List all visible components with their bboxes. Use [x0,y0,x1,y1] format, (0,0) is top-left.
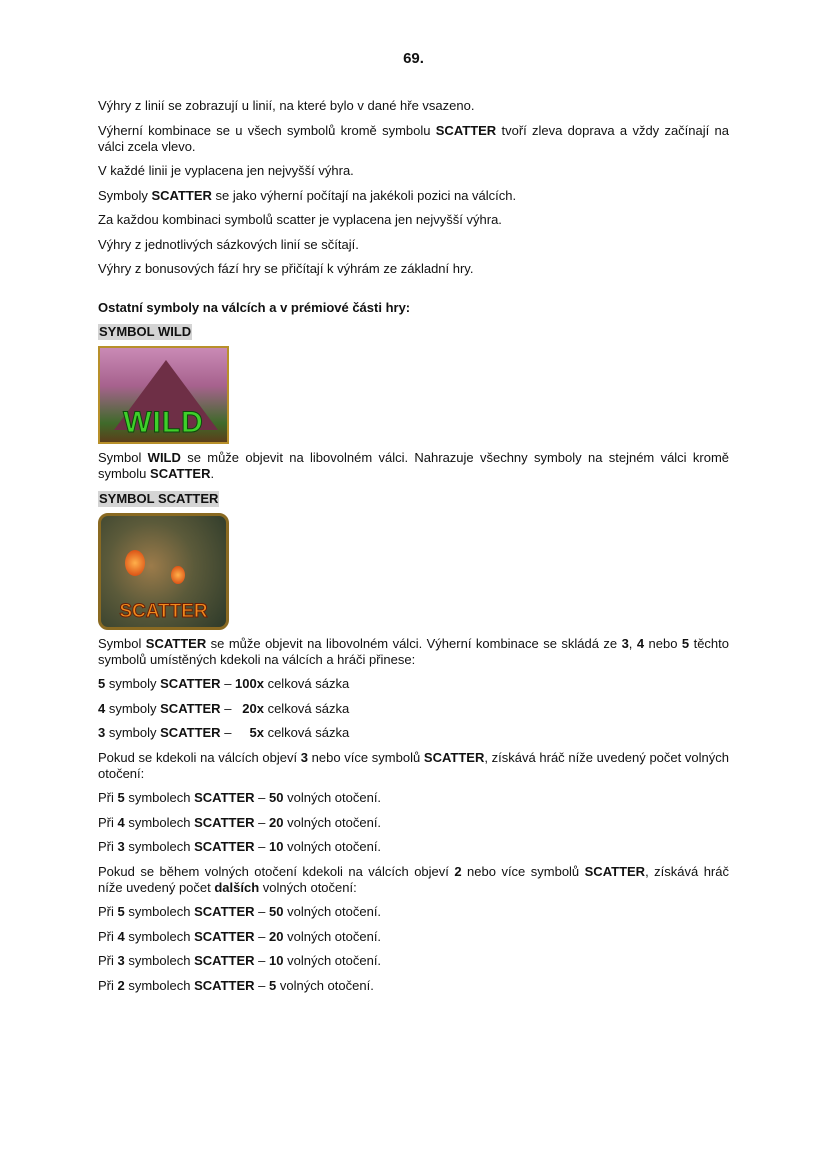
paragraph [98,676,729,692]
text: symbolech [124,977,195,993]
text: volných otočení. [283,814,382,830]
bold-text: 4 [117,814,125,830]
bold-text: 5 [117,790,125,805]
text: Symbol [98,450,148,465]
text: volných otočení. [283,790,382,805]
bold-text: dalších [214,879,260,895]
text: se jako výherní počítají na jakékoli pozici na válcích. [211,187,517,203]
bold-text: 4 [117,928,125,944]
text: – [220,700,243,716]
text: – [254,904,270,919]
text: – [220,676,236,691]
text: Pokud se během volných otočení kdekoli na válcích objeví [98,863,455,879]
text: celková sázka [263,700,350,716]
text: Při [98,953,118,968]
bold-text: SCATTER [423,749,485,765]
text: symboly [105,676,161,691]
section-heading: Ostatní symboly na válcích a v prémiové části hry: [98,300,411,315]
text: volných otočení. [283,839,382,854]
text: celková sázka [263,676,350,691]
page-number: 69. [403,50,424,67]
bold-text: SCATTER [194,814,255,830]
text: Při [98,977,118,993]
text: Při [98,904,118,919]
bold-text: SCATTER [194,953,255,968]
text: , [628,635,637,651]
text: – [254,928,270,944]
paragraph [98,953,729,969]
paragraph [98,904,729,920]
bold-text: 50 [269,904,284,919]
text: nebo více symbolů [308,749,424,765]
text: volných otočení: [259,879,357,895]
bold-text: 3 [300,749,308,765]
text: Za každou kombinaci symbolů scatter je vyplacena jen nejvyšší výhra. [98,212,502,227]
bold-text: 3 [117,953,125,968]
scatter-symbol-image [98,513,229,630]
text: nebo [644,635,682,651]
text: Při [98,814,118,830]
bold-text: 20 [269,814,284,830]
text: Při [98,790,118,805]
text: Symboly [98,187,152,203]
scatter-description [98,636,729,994]
text: Výhry z bonusových fází hry se přičítají k výhrám ze základní hry. [98,261,474,276]
wild-description [98,450,729,482]
bold-text: SCATTER [194,790,255,805]
text: – [254,977,270,993]
paragraph [98,815,729,831]
text: Při [98,928,118,944]
paragraph [98,701,729,717]
scatter-image-text: SCATTER [119,600,208,622]
text: Symbol [98,635,146,651]
text: symbolech [124,839,195,854]
symbol-scatter-label: SYMBOL SCATTER [99,490,219,506]
bold-text: SCATTER [194,928,255,944]
bold-text: 2 [454,863,462,879]
text: – [254,953,270,968]
text: Výhry z linií se zobrazují u linií, na které bylo v dané hře vsazeno. [98,98,475,113]
paragraph [98,212,729,228]
bold-text: SCATTER [150,466,211,481]
bold-text: 50 [269,790,284,805]
paragraph [98,725,729,741]
bold-text: 5x [249,725,264,740]
text: volných otočení. [276,977,374,993]
bold-text: 10 [269,953,284,968]
bold-text: SCATTER [435,122,497,138]
bold-text: SCATTER [194,977,255,993]
bold-text: 3 [621,635,629,651]
text: se může objevit na libovolném válci. Výherní kombinace se skládá ze [206,635,622,651]
bold-text: SCATTER [160,676,221,691]
paragraph [98,450,729,482]
wild-symbol-image [98,346,229,444]
paragraph [98,864,729,896]
paragraph [98,237,729,253]
text: nebo více symbolů [461,863,585,879]
bold-text: 2 [117,977,125,993]
paragraph [98,123,729,155]
text: V každé linii je vyplacena jen nejvyšší výhra. [98,163,354,178]
bold-text: 5 [98,676,106,691]
text: Výhry z jednotlivých sázkových linií se sčítají. [98,236,359,252]
text: . [210,466,215,481]
bold-text: 3 [98,725,106,740]
text: Pokud se kdekoli na válcích objeví [98,749,301,765]
text: volných otočení. [283,904,382,919]
paragraph [98,750,729,782]
text: symbolech [124,790,195,805]
paragraph [98,98,729,114]
symbol-wild-label: SYMBOL WILD [99,324,192,339]
text: symbolech [124,928,195,944]
text: symboly [105,700,161,716]
bold-text: 4 [636,635,645,651]
bold-text: 100x [235,676,264,691]
bold-text: 5 [681,635,690,651]
bold-text: 5 [117,904,125,919]
text: symboly [105,725,161,740]
bold-text: SCATTER [160,700,221,716]
text: celková sázka [263,725,350,740]
text: – [254,839,270,854]
bold-text: SCATTER [151,187,212,203]
bold-text: 20 [269,928,284,944]
text: volných otočení. [283,928,382,944]
paragraph [98,839,729,855]
intro-rules [98,98,729,277]
paragraph [98,978,729,994]
text: tvoří zleva doprava a vždy začínají na válci zcela vlevo. [98,122,729,154]
text: volných otočení. [283,953,382,968]
text: , získává hráč níže uvedený počet [98,863,729,895]
paragraph [98,636,729,668]
document-body [98,98,729,1002]
bold-text: SCATTER [145,635,207,651]
bold-text: 3 [117,839,125,854]
text: symbolech [124,814,195,830]
bold-text: 20x [242,700,264,716]
text: – [220,725,250,740]
text: Výherní kombinace se u všech symbolů kromě symbolu [98,122,436,138]
bold-text: SCATTER [584,863,646,879]
bold-text: 5 [269,977,277,993]
text: symbolech [124,904,195,919]
paragraph [98,188,729,204]
text: – [254,814,270,830]
text: těchto symbolů umístěných kdekoli na válcích a hráči přinese: [98,635,729,667]
text: , získává hráč níže uvedený počet volných otočení: [98,749,730,781]
paragraph [98,790,729,806]
bold-text: SCATTER [194,839,255,854]
paragraph [98,163,729,179]
bold-text: SCATTER [160,725,221,740]
bold-text: 4 [98,700,106,716]
bold-text: 10 [269,839,284,854]
text: – [254,790,270,805]
bold-text: SCATTER [194,904,255,919]
paragraph [98,261,729,277]
text: Při [98,839,118,854]
text: symbolech [124,953,195,968]
text: se může objevit na libovolném válci. Nahrazuje všechny symboly na stejném válci kromě symbolu [98,450,730,481]
wild-image-text: WILD [123,406,204,439]
paragraph [98,929,729,945]
bold-text: WILD [147,450,181,465]
